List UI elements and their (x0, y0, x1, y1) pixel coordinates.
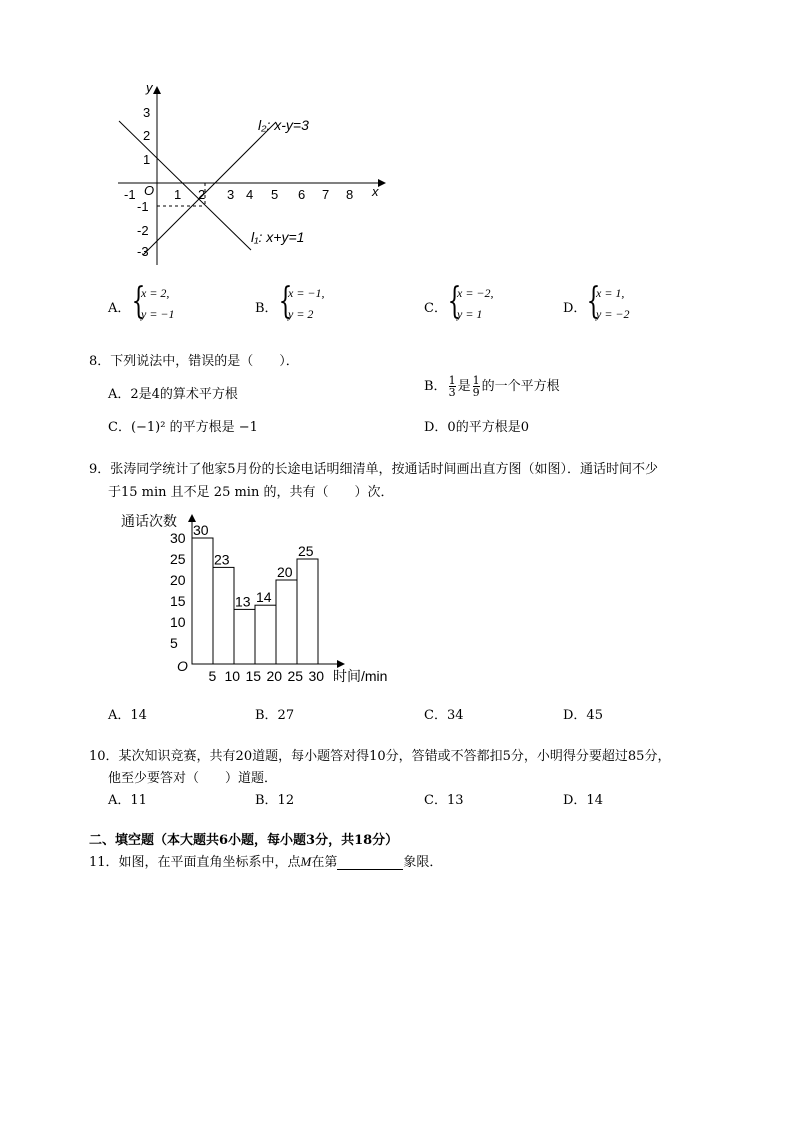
q10-option-b[interactable]: B．12 (255, 793, 295, 808)
brace: { (278, 281, 293, 322)
q9-option-b[interactable]: B．27 (255, 708, 295, 723)
x-tick-label: 5 (208, 668, 217, 684)
chart-xlabel: 时间/min (333, 668, 388, 684)
y-tick-label: 25 (170, 551, 186, 567)
svg-text:3: 3 (227, 187, 235, 202)
chart-ylabel: 通话次数 (121, 513, 177, 529)
q9-option-d[interactable]: D．45 (563, 708, 603, 723)
q9-stem-line2: 于15 min 且不足 25 min 的，共有（ ）次． (108, 485, 394, 500)
axis-y-label: y (146, 80, 153, 95)
svg-text:2: 2 (198, 187, 206, 202)
bar (192, 538, 213, 664)
svg-text:4: 4 (246, 187, 254, 202)
svg-text:7: 7 (322, 187, 330, 202)
svg-text:8: 8 (346, 187, 354, 202)
point-m-label: M (300, 854, 312, 869)
bar (297, 559, 318, 664)
bar-value-label: 30 (193, 522, 209, 538)
bar (234, 609, 255, 664)
origin-label: O (144, 183, 155, 198)
bar-value-label: 20 (277, 564, 293, 580)
axis-x-label: x (372, 184, 379, 199)
svg-text:-1: -1 (137, 199, 149, 214)
l1-label: l₁: x+y=1 (251, 229, 305, 245)
y-tick-label: 20 (170, 572, 186, 588)
y-tick-label: 15 (170, 593, 186, 609)
q8-option-b[interactable]: B． $\frac{1}{3}$ 是 $\frac{1}{9}$ 的一个平方根 (424, 374, 560, 399)
q10-option-d[interactable]: D．14 (563, 793, 603, 808)
y-tick-label: 5 (170, 635, 178, 651)
q8-option-d[interactable]: D．0的平方根是0 (424, 420, 529, 435)
x-tick-label: 30 (308, 668, 325, 684)
y-axis-arrow (188, 514, 196, 522)
q11-stem: 11．如图，在平面直角坐标系中，点M在第 象限． (89, 854, 443, 870)
q10-option-a[interactable]: A．11 (108, 793, 147, 808)
x-tick-label: 25 (287, 668, 304, 684)
bar-value-label: 25 (298, 543, 314, 559)
svg-text:1: 1 (174, 187, 182, 202)
bar (255, 605, 276, 664)
q10-stem-line1: 10．某次知识竞赛，共有20道题，每小题答对得10分，答错或不答都扣5分，小明得分要超过85分， (89, 749, 671, 764)
y-tick-label: 10 (170, 614, 186, 630)
svg-text:3: 3 (143, 105, 151, 120)
svg-text:-2: -2 (137, 223, 149, 238)
q10-stem-line2: 他至少要答对（ ）道题． (108, 771, 278, 786)
fraction: $\frac{1}{9}$ (472, 374, 480, 399)
brace: { (586, 281, 601, 322)
bar (276, 580, 297, 664)
q8-option-c[interactable]: C．(−1)² 的平方根是 −1 (108, 420, 258, 435)
x-axis-arrow (337, 660, 345, 668)
svg-text:5: 5 (271, 187, 279, 202)
q10-option-c[interactable]: C．13 (424, 793, 464, 808)
bar-value-label: 14 (256, 589, 272, 606)
svg-text:1: 1 (143, 152, 151, 167)
x-tick-label: 10 (224, 668, 241, 684)
svg-text:-3: -3 (137, 244, 149, 259)
chart-origin: O (177, 658, 188, 674)
x-tick-labels (124, 187, 353, 202)
bar-value-label: 13 (235, 593, 251, 610)
l2-label: l₂: x-y=3 (258, 117, 309, 133)
brace: { (131, 281, 146, 322)
answer-blank[interactable] (337, 857, 403, 870)
q9-stem-line1: 9．张涛同学统计了他家5月份的长途电话明细清单，按通话时间画出直方图（如图）．通话时间不少 (89, 462, 659, 477)
bar-value-label: 23 (214, 551, 230, 568)
q9-option-a[interactable]: A．14 (108, 708, 147, 723)
section-title: 二、填空题（本大题共6小题，每小题3分，共18分） (89, 833, 399, 848)
svg-text:-1: -1 (124, 187, 136, 202)
y-tick-labels (137, 105, 150, 259)
brace: { (447, 281, 462, 322)
x-tick-label: 20 (266, 668, 283, 684)
fraction: $\frac{1}{3}$ (448, 374, 456, 399)
svg-text:2: 2 (143, 128, 151, 143)
histogram-chart (115, 508, 405, 690)
q9-option-c[interactable]: C．34 (424, 708, 464, 723)
svg-text:6: 6 (298, 187, 306, 202)
y-tick-label: 30 (170, 530, 186, 546)
coordinate-graph (110, 80, 400, 270)
x-tick-label: 15 (245, 668, 262, 684)
bar (213, 567, 234, 664)
q8-option-a[interactable]: A．2是4的算术平方根 (108, 387, 238, 402)
q8-stem: 8．下列说法中，错误的是（ ）． (89, 354, 299, 369)
